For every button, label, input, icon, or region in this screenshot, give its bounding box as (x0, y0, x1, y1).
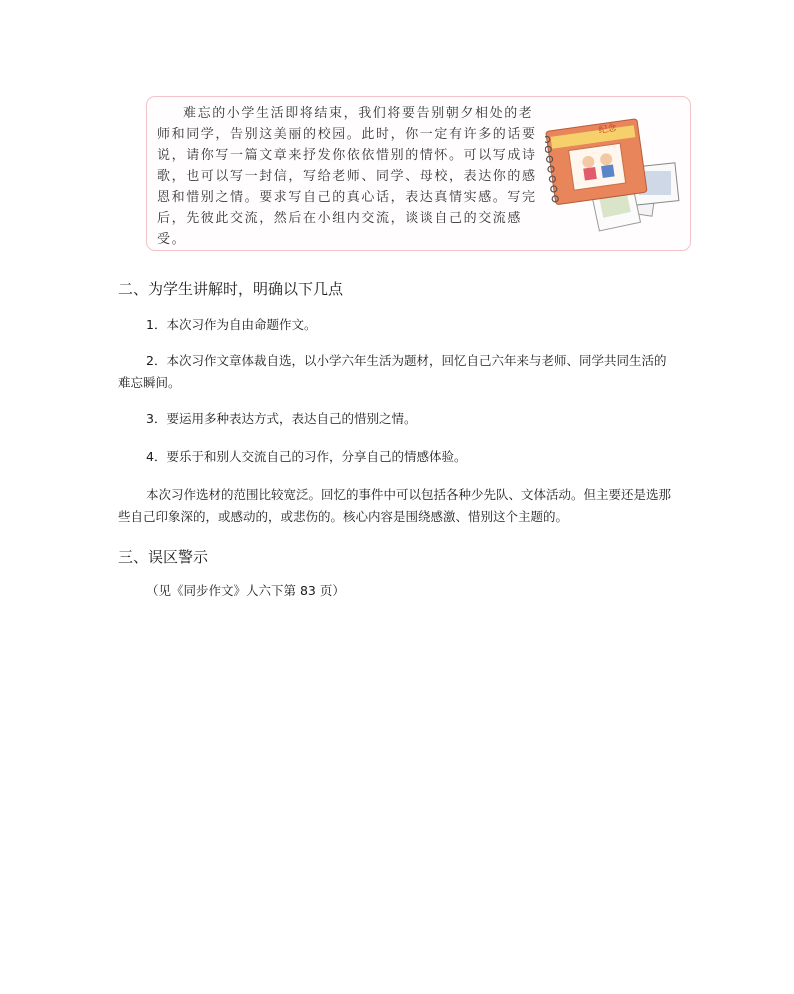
memory-album-illustration (545, 111, 683, 237)
point-3: 3．要运用多种表达方式，表达自己的惜别之情。 (146, 411, 417, 426)
prompt-text: 难忘的小学生活即将结束，我们将要告别朝夕相处的老师和同学，告别这美丽的校园。此时，你一定有许多的话要说，请你写一篇文章来抒发你依依惜别的情怀。可以写成诗歌，也可以写一封信，写给老师、同学、母校，表达你的感恩和惜别之情。要求写自己的真心话，表达真情实感。写完后，先彼此交流，然后在小组内交流，谈谈自己的交流感受。 (157, 106, 537, 247)
point-1: 1．本次习作为自由命题作文。 (146, 317, 317, 332)
section-heading-3: 三、误区警示 (118, 548, 209, 566)
section-heading-2: 二、为学生讲解时，明确以下几点 (118, 280, 344, 298)
point-2: 2．本次习作文章体裁自选，以小学六年生活为题材，回忆自己六年来与老师、同学共同生活的难忘瞬间。 (118, 353, 667, 390)
reference-note: （见《同步作文》人六下第 83 页） (146, 583, 345, 598)
summary-paragraph: 本次习作选材的范围比较宽泛。回忆的事件中可以包括各种少先队、文体活动。但主要还是选那些自己印象深的，或感动的，或悲伤的。核心内容是围绕感激、惜别这个主题的。 (118, 487, 672, 524)
album-label: 纪念 (598, 123, 618, 136)
writing-prompt-box (146, 96, 691, 251)
point-4: 4．要乐于和别人交流自己的习作，分享自己的情感体验。 (146, 449, 467, 464)
